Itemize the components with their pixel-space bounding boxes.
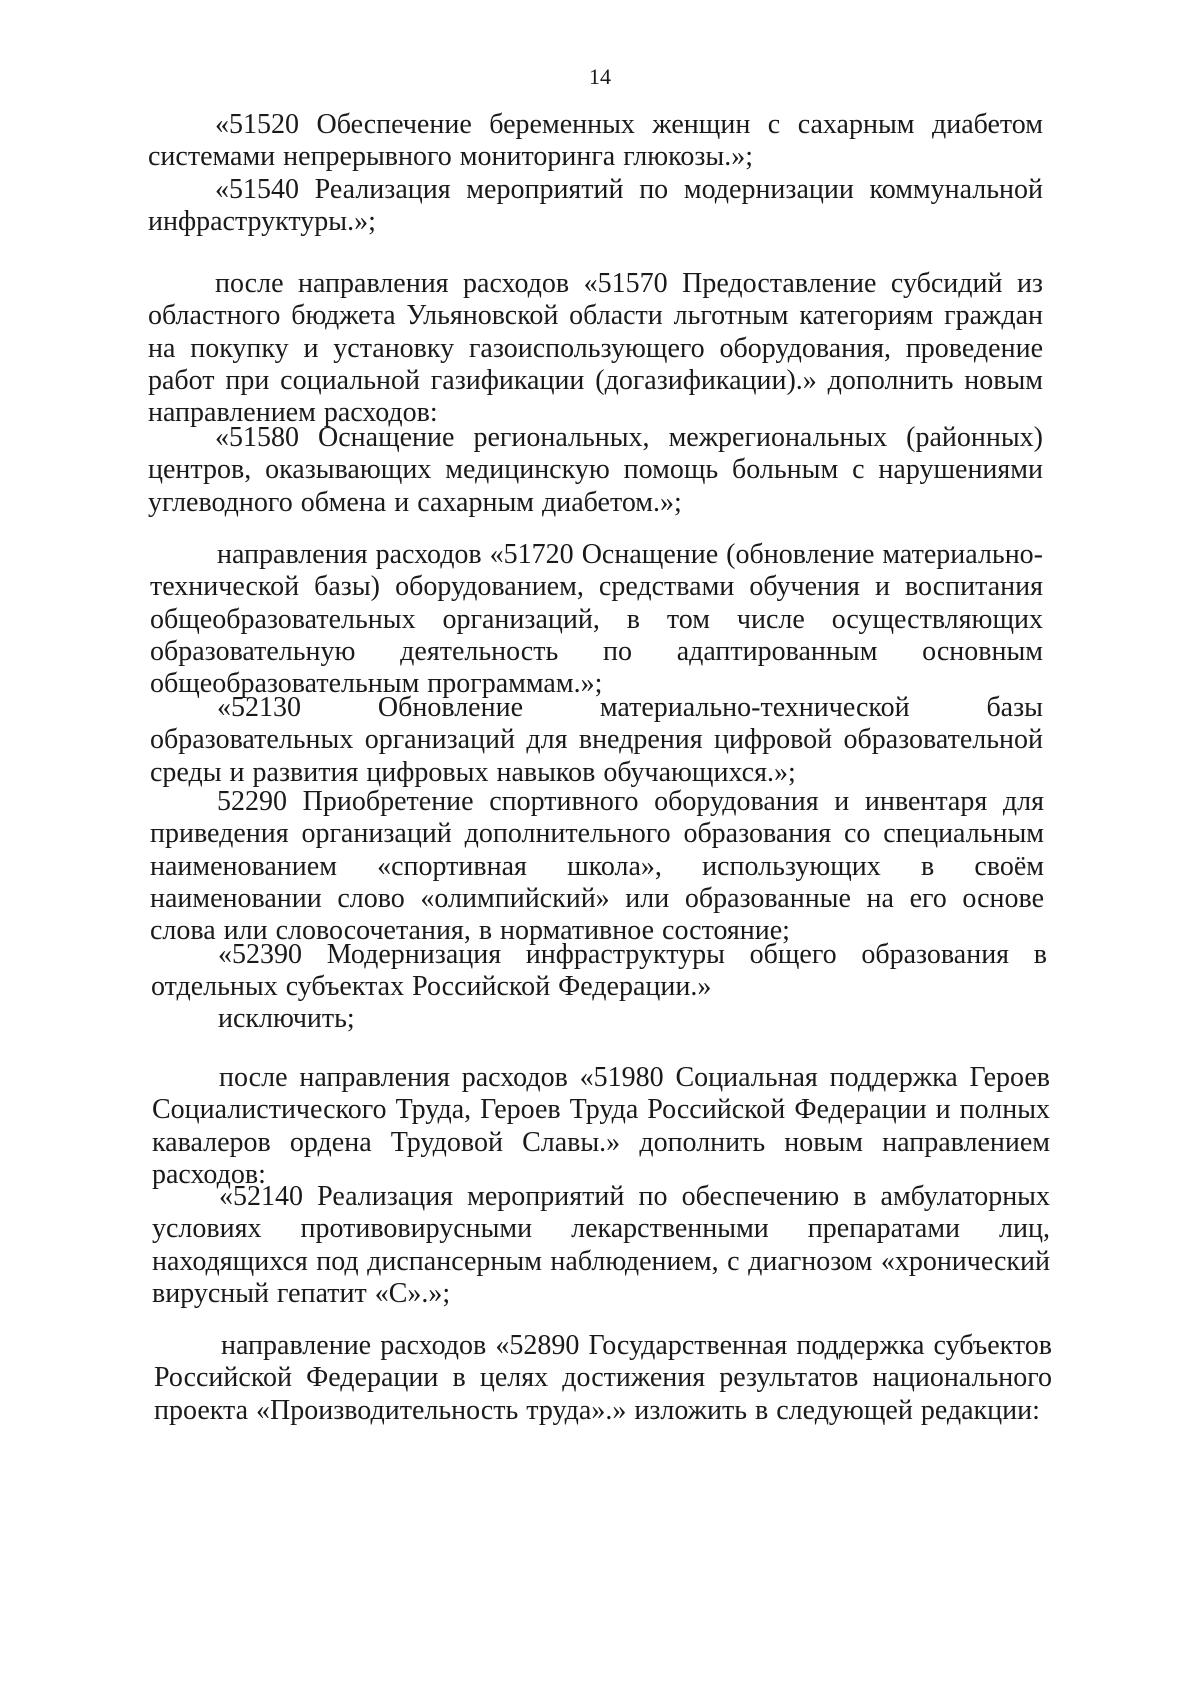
paragraph-exclude: исключить; bbox=[218, 1003, 355, 1034]
paragraph-after-51980: после направления расходов «51980 Социальная поддержка Героев Социалистического Труда, Героев Труда Российской Федерации и полных кавалеров ордена Трудовой Славы.» дополнить новым направлением расходов: bbox=[152, 1062, 1050, 1190]
paragraph-51580: «51580 Оснащение региональных, межрегиональных (районных) центров, оказывающих медицинскую помощь больным с нарушениями углеводного обмена и сахарным диабетом.»; bbox=[148, 422, 1043, 518]
paragraph-52290: 52290 Приобретение спортивного оборудования и инвентаря для приведения организаций дополнительного образования со специальным наименованием «спортивная школа», использующих в своём наименовании слово «олимпийский» или образованные на его основе слова или словосочетания, в нормативное состояние; bbox=[150, 786, 1044, 947]
paragraph-52140: «52140 Реализация мероприятий по обеспечению в амбулаторных условиях противовирусными лекарственными препаратами лиц, находящихся под диспансерным наблюдением, с диагнозом «хронический вирусный гепатит «С».»; bbox=[152, 1181, 1050, 1309]
paragraph-51720: направления расходов «51720 Оснащение (обновление материально-технической базы) оборудованием, средствами обучения и воспитания общеобразовательных организаций, в том числе осуществляющих образовательную деятельность по адаптированным основным общеобразовательным программам.»; bbox=[150, 539, 1043, 700]
paragraph-52130: «52130 Обновление материально-технической базы образовательных организаций для внедрения цифровой образовательной среды и развития цифровых навыков обучающихся.»; bbox=[150, 692, 1043, 788]
paragraph-51520: «51520 Обеспечение беременных женщин с сахарным диабетом системами непрерывного мониторинга глюкозы.»; bbox=[148, 109, 1043, 173]
paragraph-52890: направление расходов «52890 Государственная поддержка субъектов Российской Федерации в целях достижения результатов национального проекта «Производительность труда».» изложить в следующей редакции: bbox=[154, 1330, 1052, 1426]
paragraph-52390: «52390 Модернизация инфраструктуры общего образования в отдельных субъектах Российской Федерации.» bbox=[151, 939, 1047, 1003]
page-number: 14 bbox=[589, 64, 611, 89]
paragraph-after-51570: после направления расходов «51570 Предоставление субсидий из областного бюджета Ульяновской области льготным категориям граждан на покупку и установку газоиспользующего оборудования, проведение работ при социальной газификации (догазификации).» дополнить новым направлением расходов: bbox=[148, 268, 1043, 429]
paragraph-51540: «51540 Реализация мероприятий по модернизации коммунальной инфраструктуры.»; bbox=[148, 174, 1043, 238]
